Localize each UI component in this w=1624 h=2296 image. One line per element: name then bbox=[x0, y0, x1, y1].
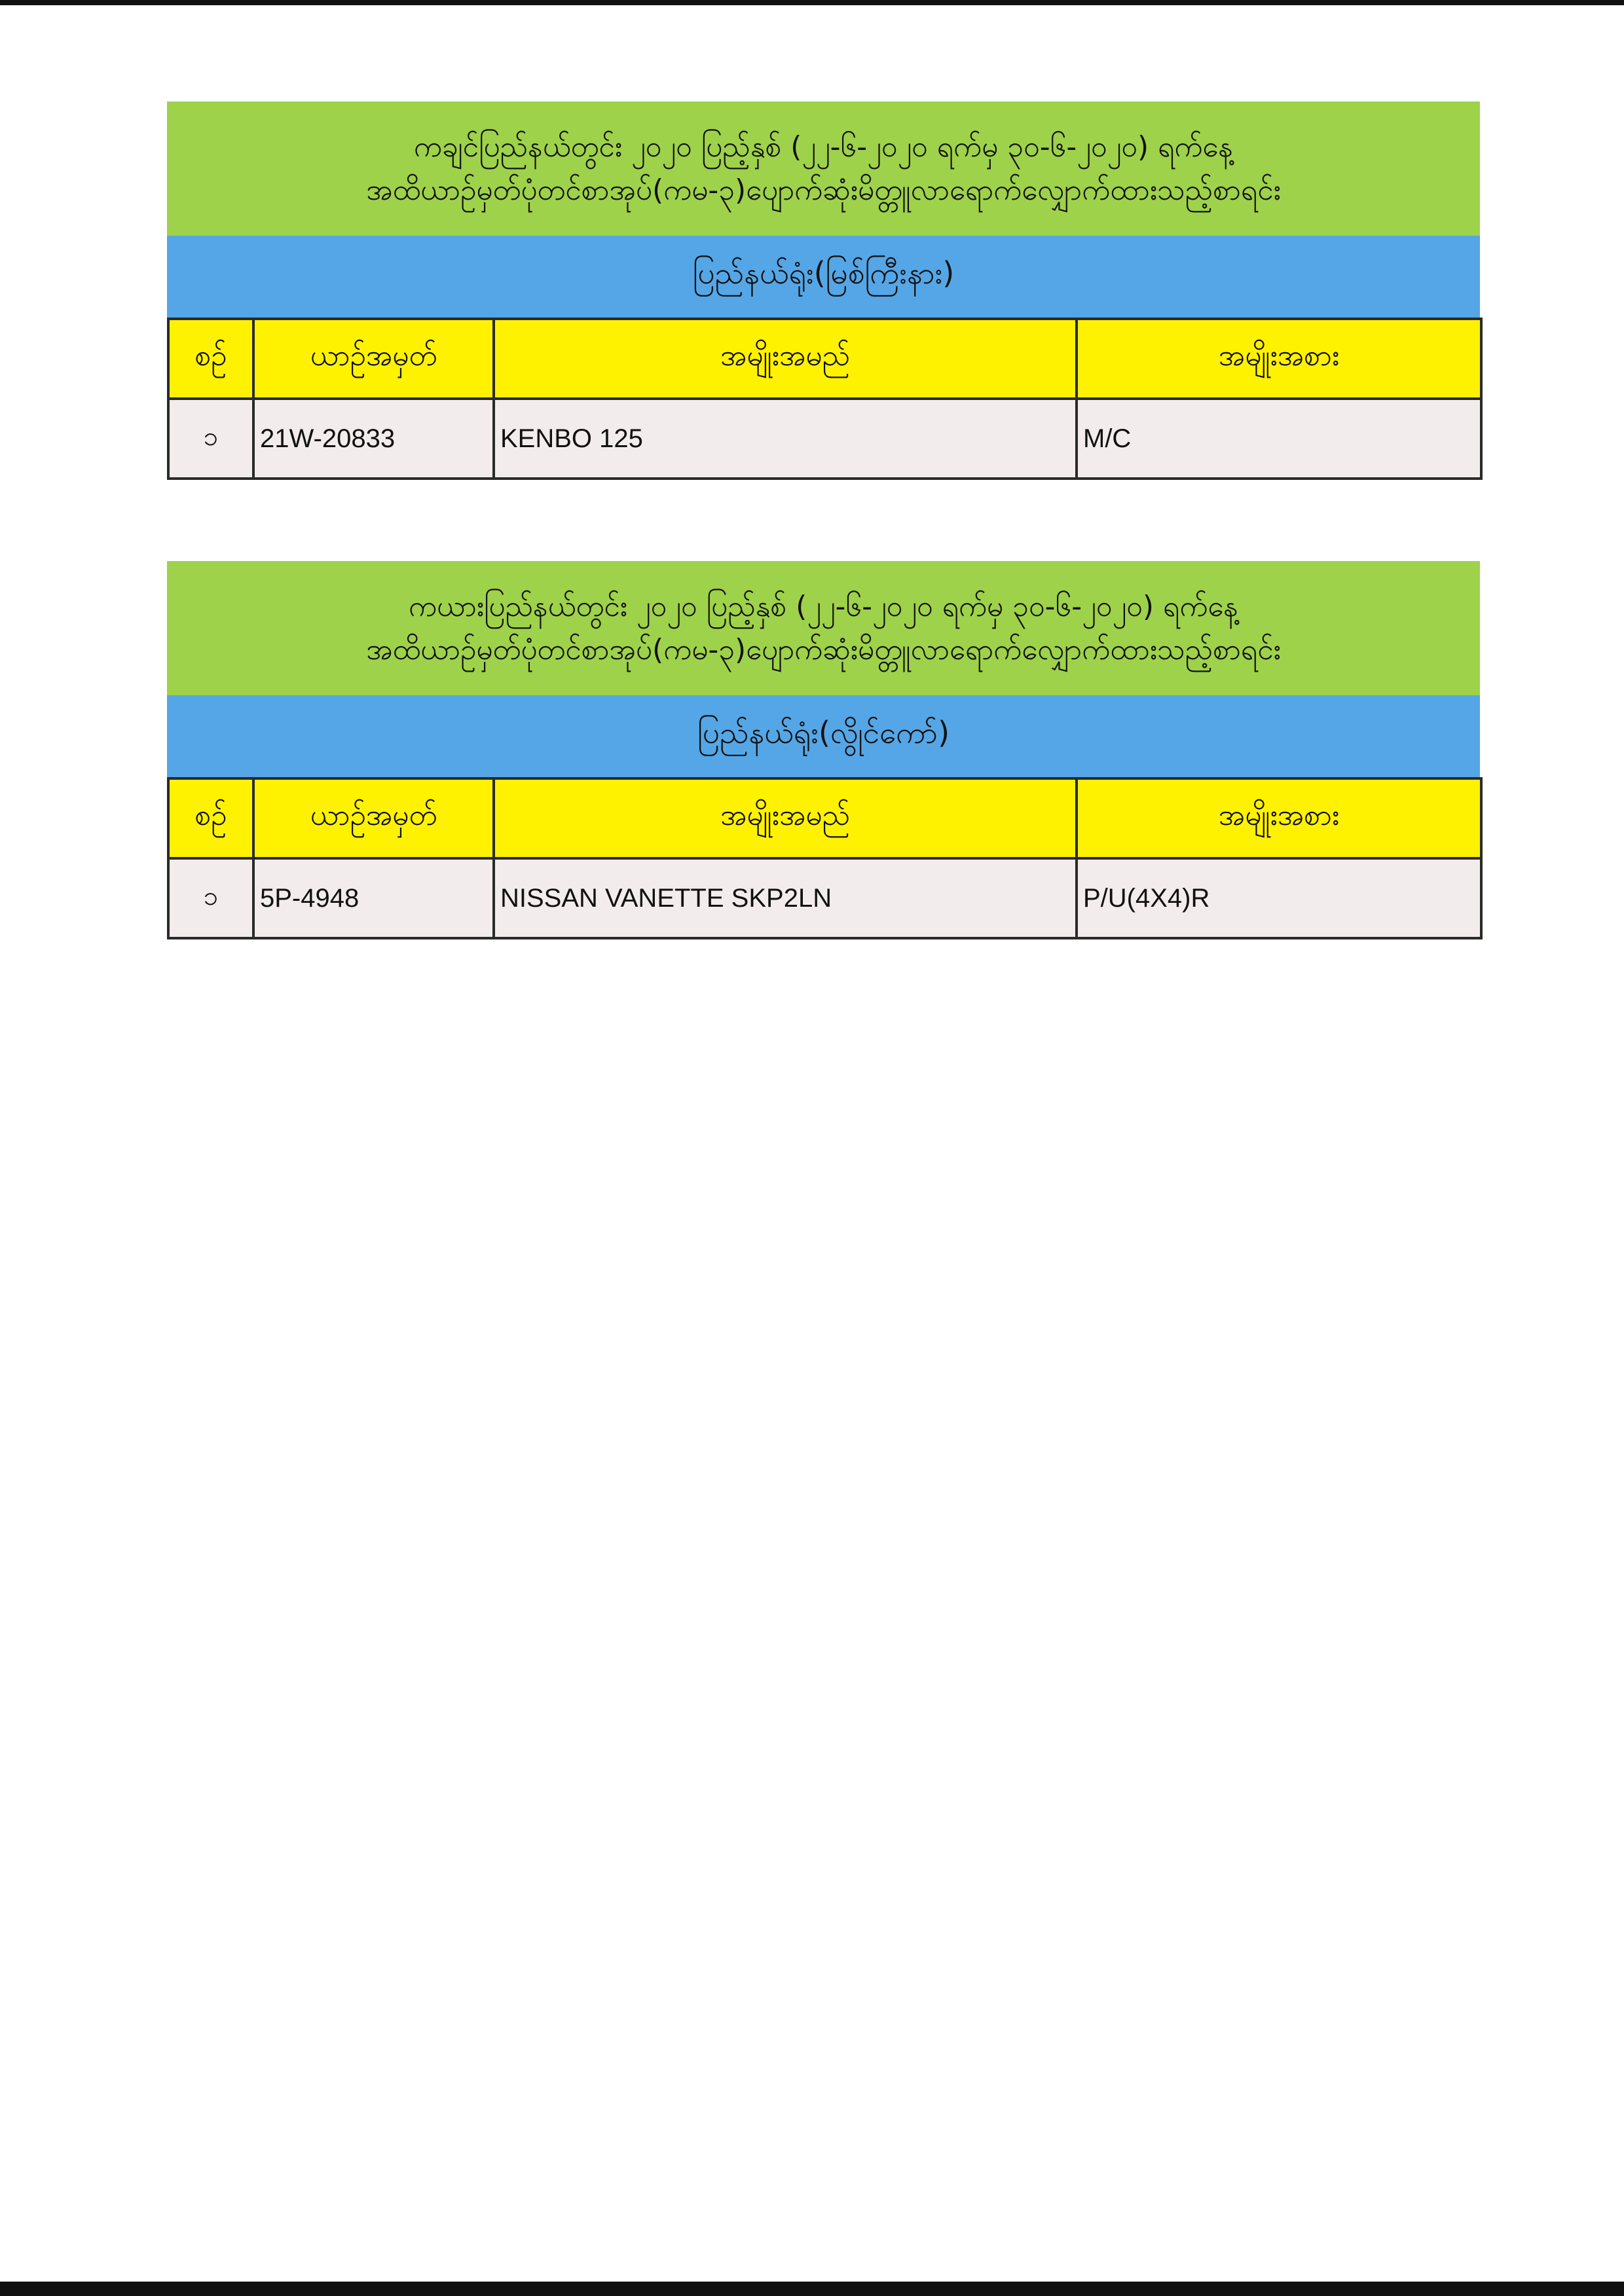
vehicle-table bbox=[167, 777, 1483, 939]
cell-serial-no: ၁ bbox=[168, 399, 253, 479]
header-serial-no: စဉ် bbox=[168, 319, 253, 399]
section-title-line-2: အထိယာဉ်မှတ်ပုံတင်စာအုပ်(ကမ-၃)ပျောက်ဆုံးမိတ္တူလာရောက်လျှောက်ထားသည့်စာရင်း bbox=[366, 632, 1281, 666]
cell-plate-number: 5P-4948 bbox=[253, 858, 494, 938]
header-vehicle-type: အမျိုးအစား bbox=[1077, 778, 1481, 858]
table-row bbox=[168, 858, 1481, 938]
cell-vehicle-model: NISSAN VANETTE SKP2LN bbox=[494, 858, 1077, 938]
header-vehicle-model: အမျိုးအမည် bbox=[494, 319, 1077, 399]
header-serial-no: စဉ် bbox=[168, 778, 253, 858]
cell-plate-number: 21W-20833 bbox=[253, 399, 494, 479]
cell-vehicle-type: P/U(4X4)R bbox=[1077, 858, 1481, 938]
section-title-line-2: အထိယာဉ်မှတ်ပုံတင်စာအုပ်(ကမ-၃)ပျောက်ဆုံးမိတ္တူလာရောက်လျှောက်ထားသည့်စာရင်း bbox=[366, 173, 1281, 207]
header-vehicle-model: အမျိုးအမည် bbox=[494, 778, 1077, 858]
office-bar bbox=[167, 236, 1480, 318]
scan-top-edge bbox=[0, 0, 1624, 5]
cell-vehicle-type: M/C bbox=[1077, 399, 1481, 479]
cell-serial-no: ၁ bbox=[168, 858, 253, 938]
section-title-block bbox=[167, 101, 1480, 236]
scan-bottom-edge bbox=[0, 2282, 1624, 2296]
header-vehicle-type: အမျိုးအစား bbox=[1077, 319, 1481, 399]
vehicle-table bbox=[167, 318, 1483, 480]
registry-section-kachin bbox=[167, 101, 1480, 480]
table-header-row bbox=[168, 778, 1481, 858]
table-row bbox=[168, 399, 1481, 479]
office-name: ပြည်နယ်ရုံး(မြစ်ကြီးနား) bbox=[692, 255, 955, 291]
section-title-line-1: ကချင်ပြည်နယ်တွင်း ၂၀၂၀ ပြည့်နှစ် (၂၂-၆-၂၀၂၀ ရက်မှ ၃၀-၆-၂၀၂၀) ရက်နေ့ bbox=[413, 130, 1234, 164]
cell-vehicle-model: KENBO 125 bbox=[494, 399, 1077, 479]
header-plate-number: ယာဉ်အမှတ် bbox=[253, 319, 494, 399]
office-name: ပြည်နယ်ရုံး(လွိုင်ကော်) bbox=[697, 715, 950, 750]
registry-section-kayah bbox=[167, 561, 1480, 939]
table-header-row bbox=[168, 319, 1481, 399]
section-title-block bbox=[167, 561, 1480, 695]
header-plate-number: ယာဉ်အမှတ် bbox=[253, 778, 494, 858]
office-bar bbox=[167, 695, 1480, 777]
section-title-line-1: ကယားပြည်နယ်တွင်း ၂၀၂၀ ပြည့်နှစ် (၂၂-၆-၂၀၂၀ ရက်မှ ၃၀-၆-၂၀၂၀) ရက်နေ့ bbox=[408, 589, 1239, 623]
